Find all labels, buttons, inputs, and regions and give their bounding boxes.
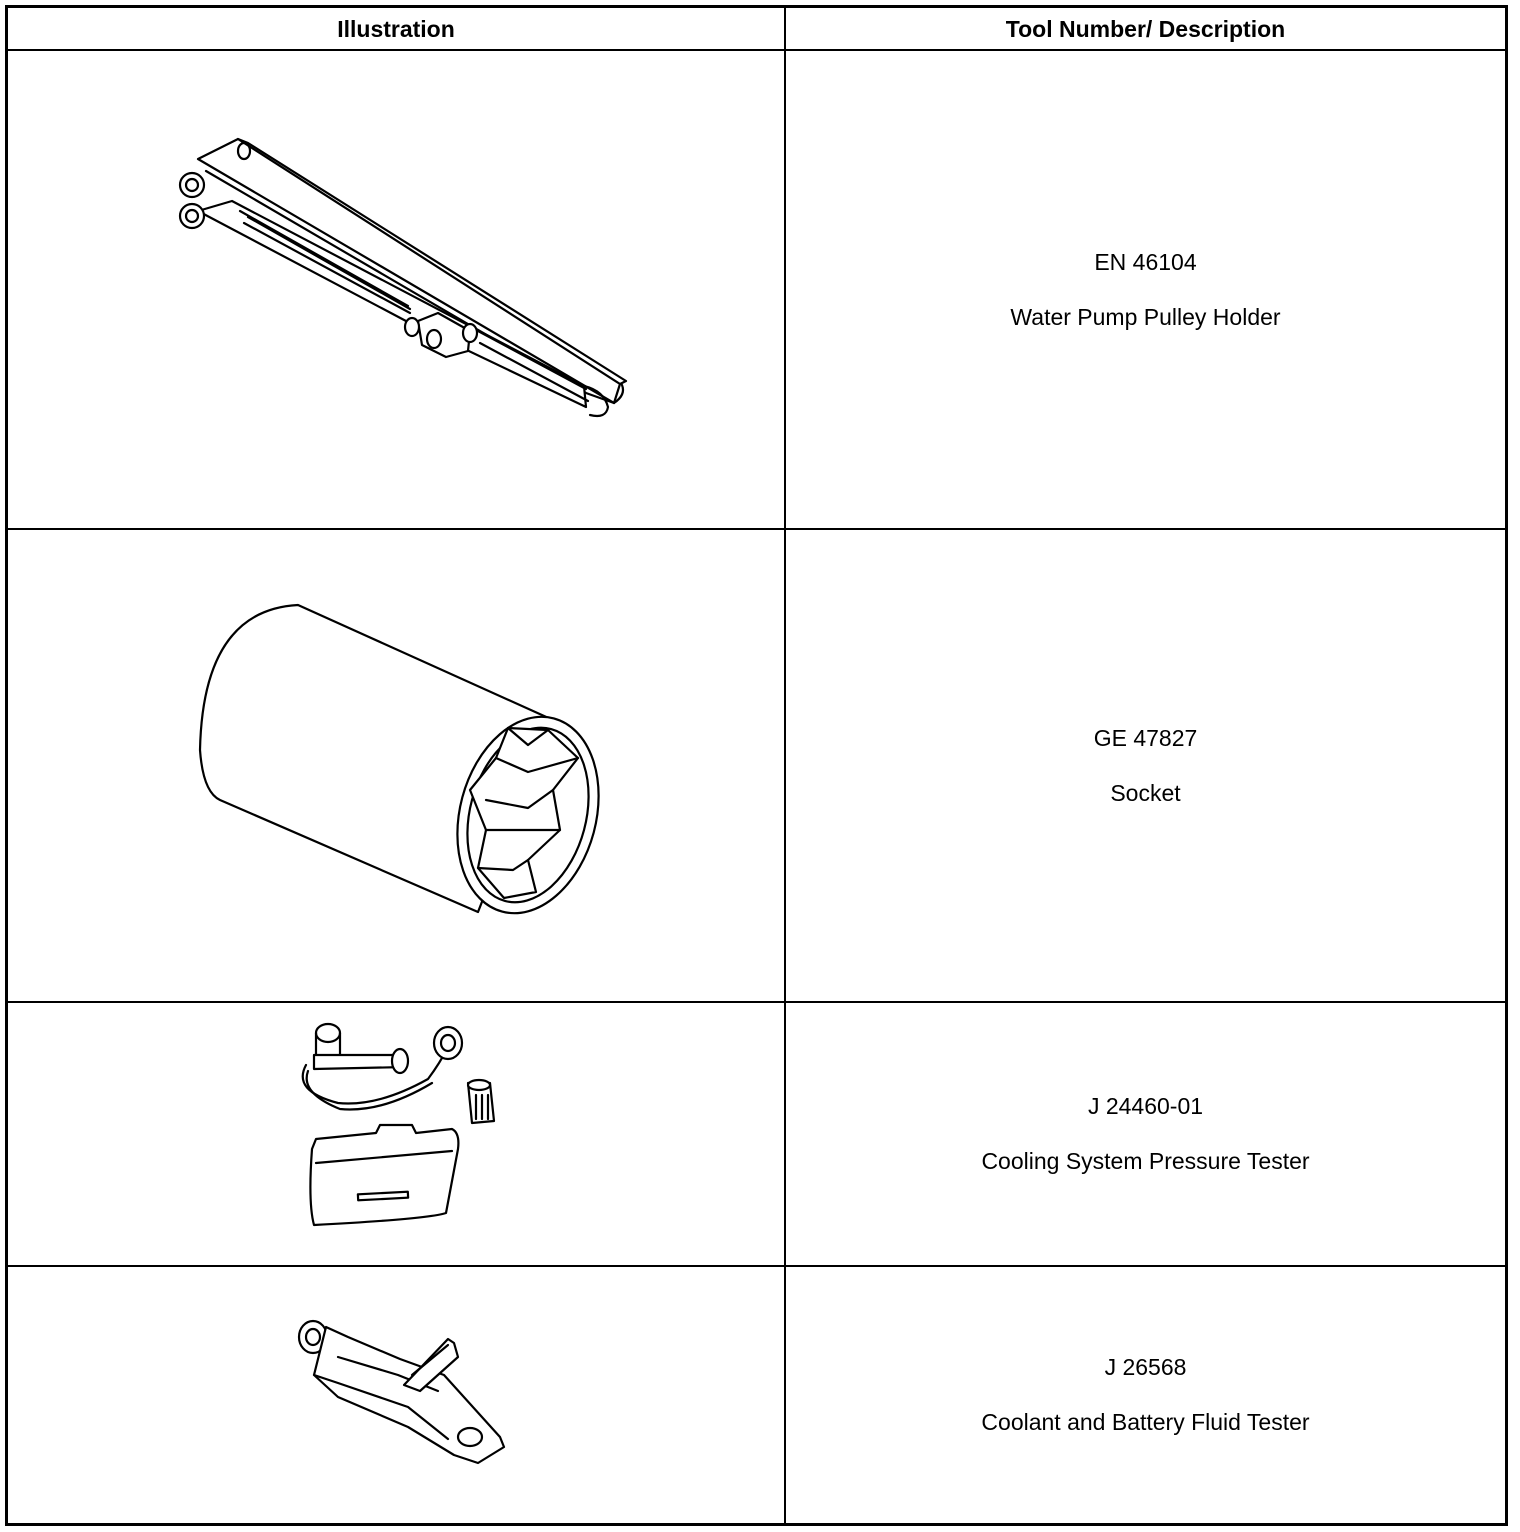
special-tools-table — [5, 5, 1508, 1526]
pulley-holder-icon — [8, 51, 784, 528]
illustration-cell — [8, 1003, 786, 1265]
illustration-cell — [8, 1267, 786, 1523]
header-cell-illustration — [8, 8, 786, 49]
illustration-cell — [8, 530, 786, 1001]
description-cell — [786, 1267, 1505, 1523]
tool-number: J 26568 — [1104, 1354, 1187, 1380]
header-cell-description — [786, 8, 1505, 49]
table-row — [8, 530, 1505, 1001]
tool-number: J 24460-01 — [1087, 1093, 1204, 1119]
header-illustration: Illustration — [337, 16, 455, 42]
tool-description: Socket — [1110, 779, 1181, 806]
tool-number: EN 46104 — [1094, 248, 1197, 275]
header-row — [8, 8, 1505, 49]
pressure-tester-icon — [8, 1003, 784, 1265]
description-cell — [786, 1003, 1505, 1265]
header-description: Tool Number/ Description — [1005, 16, 1286, 42]
table-row — [8, 1003, 1505, 1265]
tool-description: Water Pump Pulley Holder — [1010, 303, 1281, 330]
tool-description: Coolant and Battery Fluid Tester — [981, 1409, 1310, 1435]
tool-number: GE 47827 — [1093, 724, 1198, 751]
socket-icon — [8, 530, 784, 1001]
illustration-cell — [8, 51, 786, 528]
table-row — [8, 1267, 1505, 1523]
tool-description: Cooling System Pressure Tester — [981, 1148, 1310, 1174]
description-cell — [786, 530, 1505, 1001]
table-row — [8, 51, 1505, 528]
description-cell — [786, 51, 1505, 528]
fluid-tester-icon — [8, 1267, 784, 1523]
